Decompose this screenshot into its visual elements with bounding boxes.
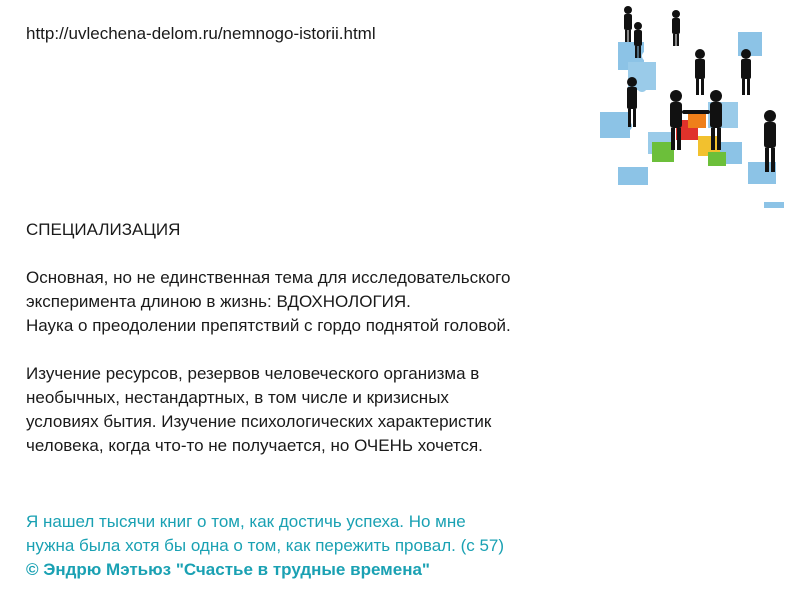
paragraph-1 xyxy=(26,266,626,338)
puzzle-piece-green xyxy=(652,142,674,162)
person-silhouette xyxy=(672,10,680,46)
person-silhouette xyxy=(670,90,682,150)
person-silhouette xyxy=(624,6,632,42)
person-silhouette xyxy=(627,77,637,127)
paragraph-line: человека, когда что-то не получается, но ОЧЕНЬ хочется. xyxy=(26,436,483,455)
heading: СПЕЦИАЛИЗАЦИЯ xyxy=(26,220,181,239)
puzzle-piece-blue xyxy=(600,112,632,138)
puzzle-piece-blue xyxy=(618,167,648,185)
paragraph-line: эксперимента длиною в жизнь: ВДОХНОЛОГИЯ. xyxy=(26,292,411,311)
quote-line: нужна была хотя бы одна о том, как пережить провал. (с 57) xyxy=(26,536,505,555)
puzzle-piece-green xyxy=(708,152,726,166)
puzzle-piece-orange xyxy=(688,112,706,128)
paragraph-2 xyxy=(26,362,626,458)
paragraph-line: Наука о преодолении препятствий с гордо поднятой головой. xyxy=(26,316,511,335)
quote-attribution: © Эндрю Мэтьюз "Счастье в трудные времена" xyxy=(26,560,430,579)
quote-line: Я нашел тысячи книг о том, как достичь успеха. Но мне xyxy=(26,512,466,531)
puzzle-pieces xyxy=(600,32,784,208)
quote xyxy=(26,510,626,582)
puzzle-piece-blue xyxy=(764,202,784,208)
business-people-puzzle-illustration xyxy=(588,2,794,208)
paragraph-line: необычных, нестандартных, в том числе и кризисных xyxy=(26,388,449,407)
handshake xyxy=(682,110,710,114)
person-silhouette xyxy=(741,49,751,95)
paragraph-line: условиях бытия. Изучение психологических характеристик xyxy=(26,412,492,431)
paragraph-line: Основная, но не единственная тема для исследовательского xyxy=(26,268,511,287)
paragraph-line: Изучение ресурсов, резервов человеческого организма в xyxy=(26,364,480,383)
source-url: http://uvlechena-delom.ru/nemnogo-istorii.html xyxy=(26,24,376,43)
person-silhouette xyxy=(695,49,705,95)
main-text xyxy=(26,218,626,482)
